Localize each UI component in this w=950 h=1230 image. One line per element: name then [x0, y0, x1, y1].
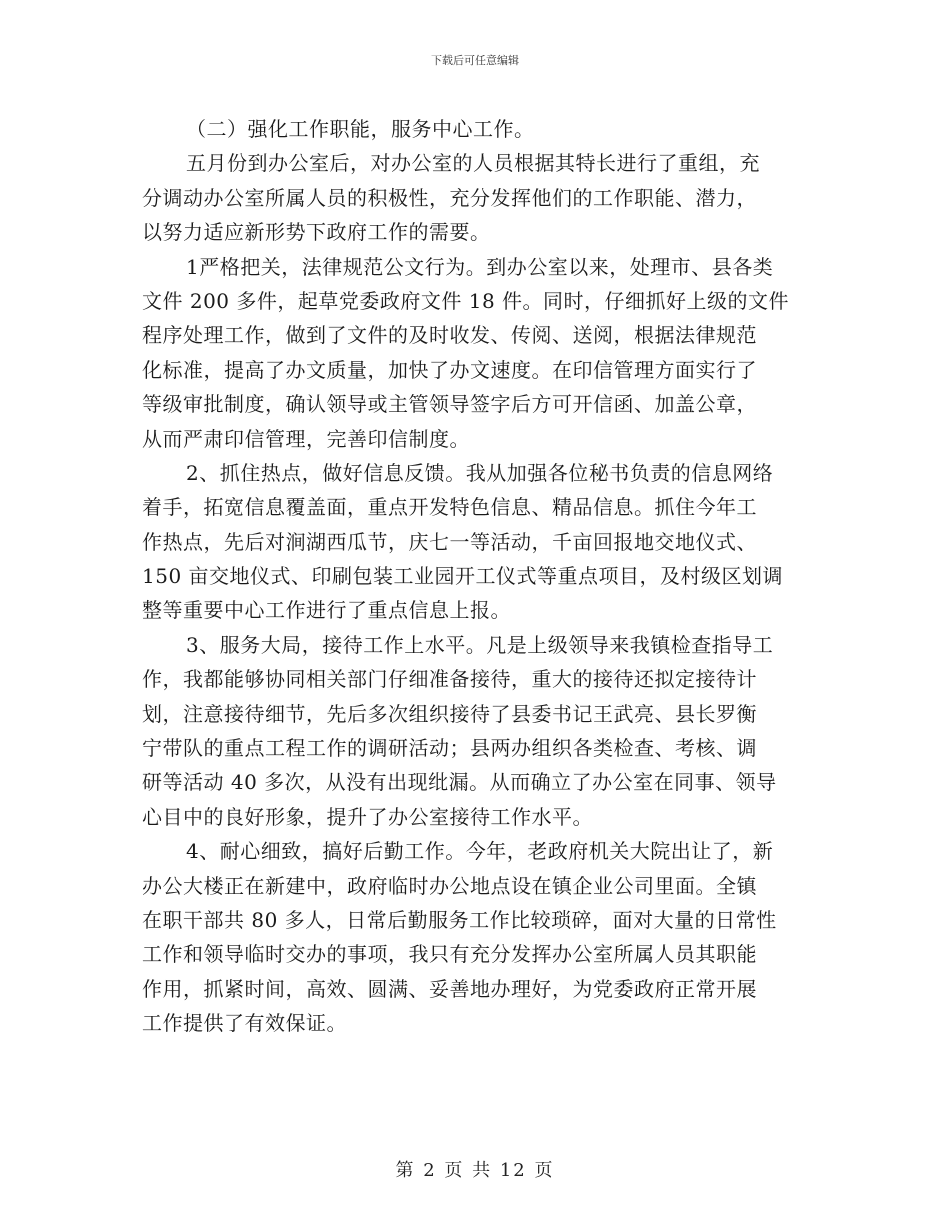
paragraph-line: 在职干部共 80 多人，日常后勤服务工作比较琐碎，面对大量的日常性	[142, 907, 777, 932]
paragraph-line: 工作和领导临时交办的事项，我只有充分发挥办公室所属人员其职能	[142, 942, 757, 967]
paragraph-line: 以努力适应新形势下政府工作的需要。	[142, 220, 491, 245]
paragraph-line: 心目中的良好形象，提升了办公室接待工作水平。	[142, 804, 593, 829]
paragraph-line: 整等重要中心工作进行了重点信息上报。	[142, 598, 511, 623]
paragraph-line: 着手，拓宽信息覆盖面，重点开发特色信息、精品信息。抓住今年工	[142, 495, 757, 520]
paragraph-line: 作用，抓紧时间，高效、圆满、妥善地办理好，为党委政府正常开展	[142, 976, 757, 1001]
paragraph-line: 划，注意接待细节，先后多次组织接待了县委书记王武亮、县长罗衡	[142, 701, 757, 726]
paragraph-line: 化标准，提高了办文质量，加快了办文速度。在印信管理方面实行了	[142, 357, 757, 382]
paragraph-line: 等级审批制度，确认领导或主管领导签字后方可开信函、加盖公章，	[142, 392, 757, 417]
paragraph-line: 作热点，先后对涧湖西瓜节，庆七一等活动，千亩回报地交地仪式、	[142, 529, 757, 554]
paragraph-line: 研等活动 40 多次，从没有出现纰漏。从而确立了办公室在同事、领导	[142, 770, 777, 795]
paragraph-line: 作，我都能够协同相关部门仔细准备接待，重大的接待还拟定接待计	[142, 667, 757, 692]
paragraph-line: 宁带队的重点工程工作的调研活动；县两办组织各类检查、考核、调	[142, 736, 757, 761]
paragraph-line: 程序处理工作，做到了文件的及时收发、传阅、送阅，根据法律规范	[142, 323, 757, 348]
paragraph-line: 五月份到办公室后，对办公室的人员根据其特长进行了重组，充	[186, 151, 760, 176]
paragraph-line: 2、抓住热点，做好信息反馈。我从加强各位秘书负责的信息网络	[186, 460, 774, 485]
paragraph-line: 分调动办公室所属人员的积极性，充分发挥他们的工作职能、潜力，	[142, 185, 757, 210]
paragraph-line: 从而严肃印信管理，完善印信制度。	[142, 426, 470, 451]
paragraph-line: 文件 200 多件，起草党委政府文件 18 件。同时，仔细抓好上级的文件	[142, 288, 790, 313]
document-body	[142, 112, 822, 1041]
paragraph-line: 办公大楼正在新建中，政府临时办公地点设在镇企业公司里面。全镇	[142, 873, 757, 898]
section-heading: （二）强化工作职能，服务中心工作。	[186, 117, 535, 141]
paragraph-line: 1严格把关，法律规范公文行为。到办公室以来，处理市、县各类	[186, 254, 774, 279]
paragraph-line: 工作提供了有效保证。	[142, 1011, 347, 1036]
page-header: 下载后可任意编辑	[431, 54, 519, 67]
paragraph-line: 3、服务大局，接待工作上水平。凡是上级领导来我镇检查指导工	[186, 632, 774, 657]
paragraph-line: 4、耐心细致，搞好后勤工作。今年，老政府机关大院出让了，新	[186, 839, 774, 864]
page-number-footer: 第 2 页 共 12 页	[395, 1160, 555, 1181]
paragraph-line: 150 亩交地仪式、印刷包装工业园开工仪式等重点项目，及村级区划调	[142, 564, 784, 589]
